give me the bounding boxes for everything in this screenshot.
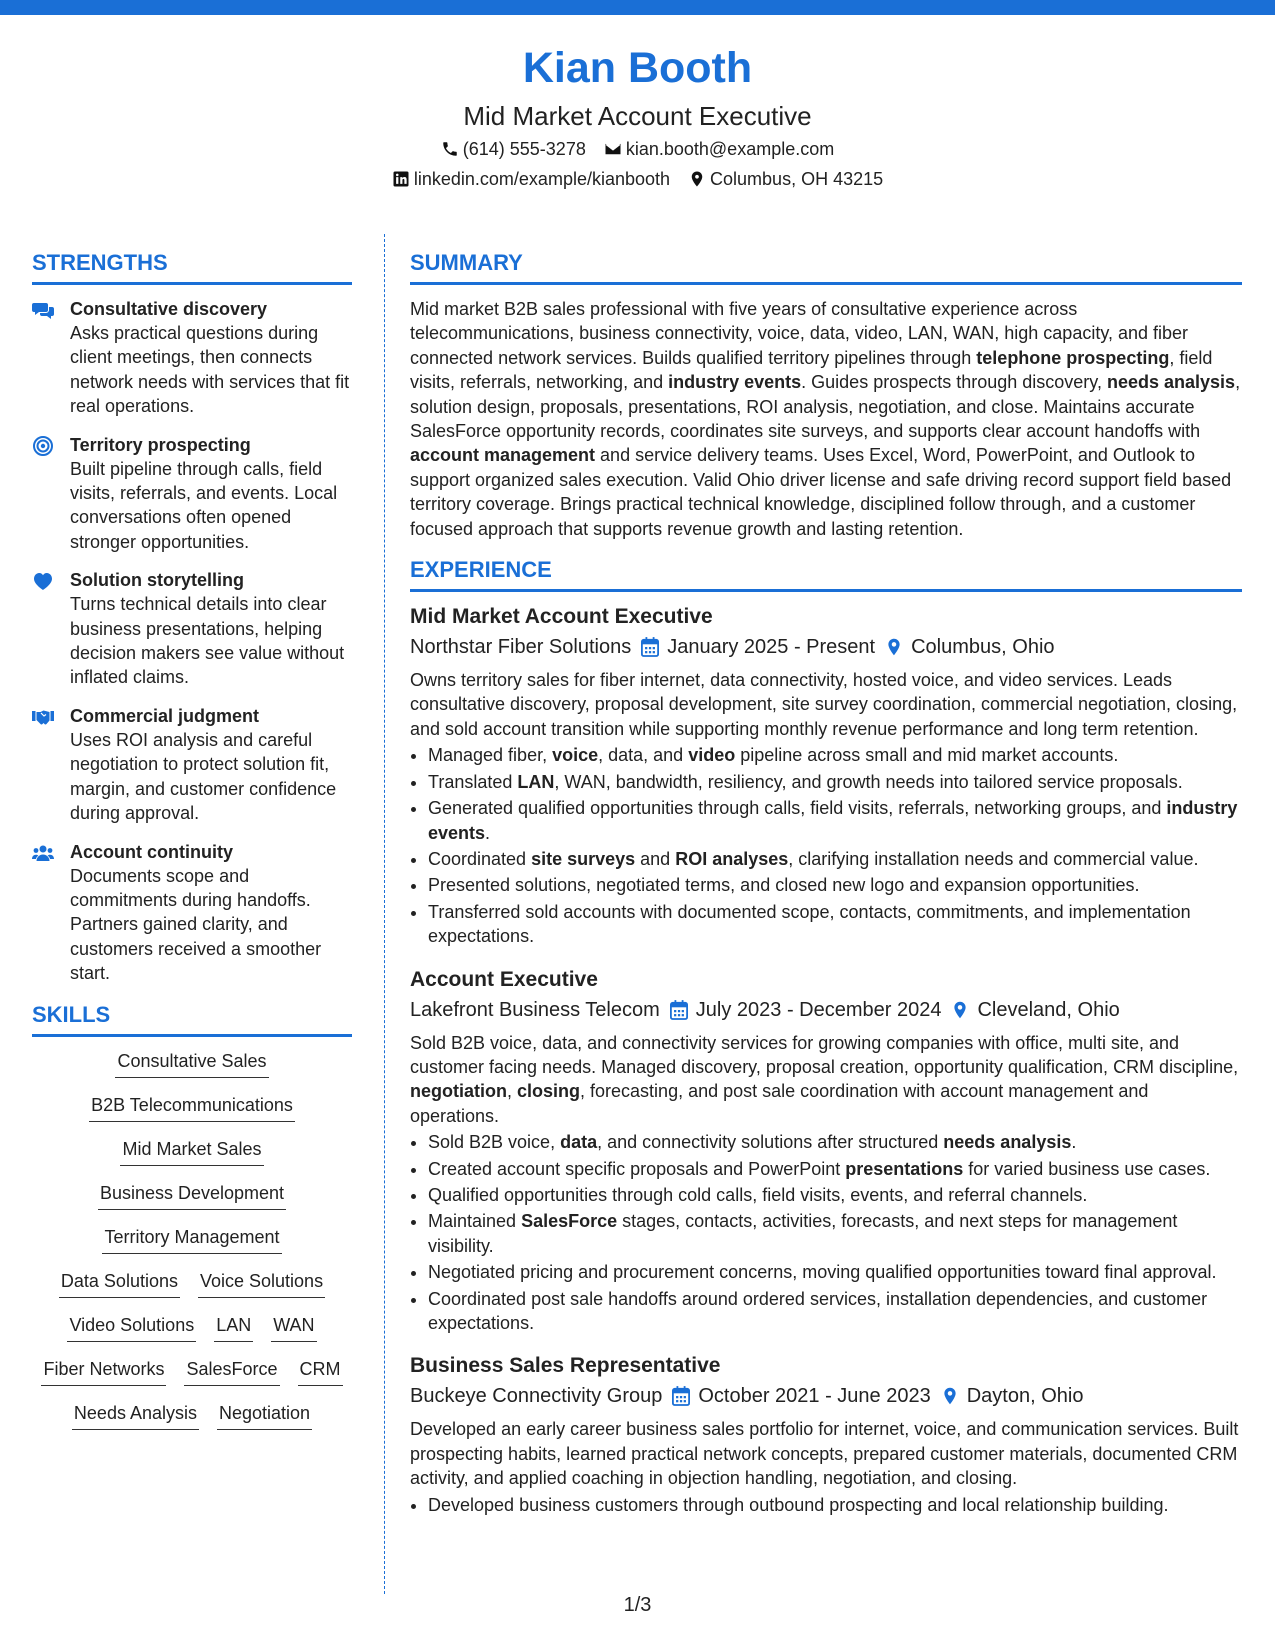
- company-name: Northstar Fiber Solutions: [410, 636, 632, 659]
- strength-body: [70, 568, 352, 690]
- job-meta: [410, 995, 1242, 1025]
- job-meta: [410, 632, 1242, 662]
- experience-heading: EXPERIENCE: [410, 555, 1242, 592]
- bold-keyword: site surveys: [531, 848, 636, 869]
- job-dates-text: July 2023 - December 2024: [695, 998, 942, 1021]
- strength-description: Asks practical questions during client meetings, then connects network needs with services that fit real operations.: [70, 323, 350, 417]
- handshake-icon: [32, 707, 54, 727]
- strength-title: Solution storytelling: [70, 570, 244, 591]
- strength-description: Built pipeline through calls, field visits, referrals, and events. Local conversations often opened stronger opportunities.: [70, 458, 338, 552]
- job-description: [410, 1417, 1242, 1490]
- skill-tag: Fiber Networks: [41, 1357, 166, 1386]
- skill-tag: Video Solutions: [67, 1313, 196, 1342]
- text-run: . Guides prospects through discovery,: [801, 372, 1107, 393]
- linkedin-text[interactable]: linkedin.com/example/kianbooth: [413, 169, 671, 189]
- skill-tag: CRM: [298, 1357, 343, 1386]
- skill-tag: B2B Telecommunications: [89, 1093, 295, 1122]
- map-pin-icon: [951, 1000, 969, 1020]
- contact-row-2: [0, 164, 1275, 194]
- text-run: Sold B2B voice, data, and connectivity services for growing companies with office, multi site, and customer facing needs. Managed discovery, proposal creation, opportunity qualification, CRM discipline,: [410, 1032, 1239, 1077]
- job-location: [885, 632, 1054, 662]
- job-entry: [410, 602, 1242, 948]
- text-run: Sold B2B voice,: [428, 1132, 561, 1153]
- skill-row: [32, 1181, 352, 1210]
- text-run: Owns territory sales for fiber internet, data connectivity, hosted voice, and video services. Leads consultative discovery, proposal development, site survey coordination, commercial negotiation, closing, and sold account transition while supporting monthly revenue performance and long term retention.: [410, 670, 1238, 739]
- strengths-heading: STRENGTHS: [32, 248, 352, 285]
- text-run: , forecasting, and post sale coordination with account management and operations.: [410, 1081, 1149, 1126]
- strength-title: Commercial judgment: [70, 705, 260, 726]
- target-icon: [32, 436, 54, 456]
- text-run: .: [1071, 1132, 1077, 1153]
- bold-keyword: LAN: [517, 771, 555, 792]
- bold-keyword: SalesForce: [521, 1211, 618, 1232]
- job-entry: [410, 965, 1242, 1336]
- skill-row: [32, 1269, 352, 1298]
- text-run: Mid market B2B sales professional with five years of consultative experience across telecommunications, business connectivity, voice, data, video, LAN, WAN, high capacity, and fiber connected network services. Builds qualified territory pipelines through: [410, 299, 1189, 368]
- bold-keyword: needs analysis: [943, 1132, 1072, 1153]
- text-run: and: [635, 848, 676, 869]
- bold-keyword: industry events: [428, 798, 1238, 843]
- strength-item: [32, 433, 352, 555]
- candidate-name: Kian Booth: [522, 44, 753, 92]
- text-run: Managed fiber,: [428, 745, 553, 766]
- strength-title: Territory prospecting: [70, 434, 251, 455]
- skill-row: [32, 1137, 352, 1166]
- job-bullet: [428, 1183, 1242, 1207]
- job-bullet: [428, 1209, 1242, 1258]
- experience-list: [410, 602, 1242, 1517]
- strength-item: [32, 840, 352, 986]
- text-run: and service delivery teams. Uses Excel, Word, PowerPoint, and Outlook to support organized sales execution. Valid Ohio driver license and safe driving record support field based territory coverage. Brings practical technical knowledge, disciplined follow through, and a customer focused approach that supports revenue growth and lasting retention.: [410, 445, 1232, 539]
- column-divider: [384, 234, 385, 1594]
- text-run: pipeline across small and mid market accounts.: [735, 745, 1119, 766]
- job-bullets: [410, 1493, 1242, 1517]
- skill-tag: Data Solutions: [59, 1269, 180, 1298]
- email-contact[interactable]: [604, 134, 834, 164]
- bold-keyword: closing: [517, 1081, 581, 1102]
- text-run: Transferred sold accounts with documented scope, contacts, commitments, and implementation expectations.: [428, 901, 1191, 947]
- job-location-text: Dayton, Ohio: [966, 1385, 1084, 1408]
- job-location: [951, 995, 1119, 1025]
- map-pin-icon: [885, 637, 903, 657]
- skill-tag: Needs Analysis: [72, 1401, 199, 1430]
- bold-keyword: industry events: [668, 372, 802, 393]
- text-run: , clarifying installation needs and commercial value.: [788, 848, 1199, 869]
- job-bullet: [428, 1157, 1242, 1181]
- linkedin-contact[interactable]: [392, 164, 670, 194]
- skill-tag: Mid Market Sales: [120, 1137, 263, 1166]
- strength-description: Documents scope and commitments during handoffs. Partners gained clarity, and customers received a smoother start.: [70, 865, 322, 984]
- candidate-title: Mid Market Account Executive: [463, 101, 812, 131]
- right-column: [410, 248, 1242, 1519]
- calendar-icon: [641, 637, 659, 657]
- job-bullet: [428, 1130, 1242, 1154]
- strength-body: [70, 297, 352, 419]
- strength-icon-wrap: [32, 568, 58, 690]
- job-bullet: [428, 796, 1242, 845]
- strength-icon-wrap: [32, 840, 58, 986]
- top-accent-bar: [0, 0, 1275, 15]
- strength-item: [32, 704, 352, 826]
- phone-text: (614) 555-3278: [462, 139, 586, 159]
- page-number: 1/3: [623, 1594, 652, 1616]
- bold-keyword: data: [560, 1132, 598, 1153]
- summary-heading: SUMMARY: [410, 248, 1242, 285]
- job-entry: [410, 1351, 1242, 1517]
- skill-row: [32, 1049, 352, 1078]
- text-run: , and connectivity solutions after structured: [597, 1132, 944, 1153]
- company-name: Lakefront Business Telecom: [410, 998, 660, 1021]
- summary-paragraph: [410, 297, 1242, 541]
- job-bullet: [428, 1493, 1242, 1517]
- job-bullet: [428, 873, 1242, 897]
- bold-keyword: video: [688, 745, 736, 766]
- text-run: .: [485, 822, 491, 843]
- job-title: Business Sales Representative: [410, 1354, 721, 1378]
- skill-row: [32, 1401, 352, 1430]
- text-run: for varied business use cases.: [963, 1158, 1211, 1179]
- skill-tag: Territory Management: [102, 1225, 281, 1254]
- skill-row: [32, 1357, 352, 1386]
- job-title: Mid Market Account Executive: [410, 605, 713, 629]
- company-name: Buckeye Connectivity Group: [410, 1385, 663, 1408]
- text-run: Translated: [428, 771, 518, 792]
- text-run: Maintained: [428, 1211, 522, 1232]
- skill-tag: Consultative Sales: [115, 1049, 268, 1078]
- bold-keyword: needs analysis: [1106, 372, 1236, 393]
- text-run: Qualified opportunities through cold calls, field visits, events, and referral channels.: [428, 1184, 1088, 1205]
- job-location-text: Cleveland, Ohio: [977, 998, 1120, 1021]
- bold-keyword: presentations: [845, 1158, 964, 1179]
- job-bullet: [428, 847, 1242, 871]
- chat-bubbles-icon: [32, 300, 54, 320]
- location-contact: [688, 164, 883, 194]
- text-run: , data, and: [598, 745, 689, 766]
- job-dates-text: October 2021 - June 2023: [698, 1385, 931, 1408]
- users-icon: [32, 843, 54, 863]
- strength-item: [32, 568, 352, 690]
- strength-body: [70, 433, 352, 555]
- job-bullet: [428, 770, 1242, 794]
- strengths-list: [32, 297, 352, 986]
- strength-title: Consultative discovery: [70, 299, 268, 319]
- text-run: , field visits, referrals, networking, and: [410, 347, 1213, 393]
- job-bullets: [410, 1130, 1242, 1335]
- job-bullets: [410, 743, 1242, 948]
- skill-row: [32, 1313, 352, 1342]
- skill-tag: WAN: [271, 1313, 316, 1342]
- job-bullet: [428, 743, 1242, 767]
- bold-keyword: ROI analyses: [675, 848, 789, 869]
- bold-keyword: voice: [552, 745, 599, 766]
- strength-description: Uses ROI analysis and careful negotiation to protect solution fit, margin, and customer confidence during approval.: [70, 729, 337, 824]
- phone-contact: [441, 134, 586, 164]
- strength-body: [70, 840, 352, 986]
- calendar-icon: [670, 1000, 688, 1020]
- map-pin-icon: [688, 170, 706, 188]
- job-location: [941, 1381, 1084, 1411]
- strength-description: Turns technical details into clear business presentations, helping decision makers see value without inflated claims.: [70, 594, 345, 688]
- text-run: , WAN, bandwidth, resiliency, and growth needs into tailored service proposals.: [554, 771, 1183, 792]
- email-text[interactable]: kian.booth@example.com: [625, 139, 835, 159]
- location-text: Columbus, OH 43215: [710, 169, 884, 189]
- skill-tag: Negotiation: [217, 1401, 312, 1430]
- bold-keyword: account management: [410, 445, 596, 466]
- skill-tag: Business Development: [98, 1181, 286, 1210]
- strength-icon-wrap: [32, 433, 58, 555]
- envelope-icon: [604, 140, 622, 158]
- text-run: Coordinated: [428, 848, 532, 869]
- job-bullet: [428, 1260, 1242, 1284]
- text-run: Coordinated post sale handoffs around ordered services, installation dependencies, and customer expectations.: [428, 1288, 1208, 1333]
- job-dates-text: January 2025 - Present: [667, 636, 876, 659]
- strength-icon-wrap: [32, 297, 58, 419]
- text-run: Negotiated pricing and procurement concerns, moving qualified opportunities toward final approval.: [428, 1262, 1217, 1283]
- calendar-icon: [672, 1386, 690, 1406]
- job-location-text: Columbus, Ohio: [911, 636, 1055, 659]
- job-dates: [641, 632, 875, 662]
- resume-header: [0, 40, 1275, 194]
- bold-keyword: telephone prospecting: [976, 347, 1170, 368]
- map-pin-icon: [941, 1386, 959, 1406]
- job-dates: [670, 995, 942, 1025]
- job-bullet: [428, 900, 1242, 949]
- text-run: Generated qualified opportunities through calls, field visits, referrals, networking groups, and: [428, 798, 1167, 819]
- skill-tag: LAN: [214, 1313, 253, 1342]
- skills-list: [32, 1049, 352, 1430]
- skill-row: [32, 1225, 352, 1254]
- phone-icon: [441, 140, 459, 158]
- skill-tag: SalesForce: [184, 1357, 279, 1386]
- strength-icon-wrap: [32, 704, 58, 826]
- text-run: ,: [507, 1081, 518, 1102]
- contact-row-1: [0, 134, 1275, 164]
- heart-icon: [32, 571, 54, 591]
- text-run: , solution design, proposals, presentations, ROI analysis, negotiation, and close. Maintains accurate SalesForce opportunity records, coordinates site surveys, and supports clear account handoffs with: [410, 372, 1241, 442]
- text-run: Developed business customers through outbound prospecting and local relationship building.: [428, 1494, 1169, 1515]
- job-description: [410, 1031, 1242, 1129]
- strength-title: Account continuity: [70, 841, 233, 862]
- strength-body: [70, 704, 352, 826]
- text-run: Developed an early career business sales portfolio for internet, voice, and communication services. Built prospecting habits, learned practical network concepts, prepared customer materials, documented CRM activity, and applied coaching in objection handling, negotiation, and closing.: [410, 1419, 1239, 1489]
- skill-tag: Voice Solutions: [198, 1269, 325, 1298]
- job-bullet: [428, 1287, 1242, 1336]
- job-description: [410, 668, 1242, 741]
- bold-keyword: negotiation: [410, 1081, 507, 1102]
- job-title: Account Executive: [410, 967, 598, 991]
- skills-heading: SKILLS: [32, 1000, 352, 1037]
- skill-row: [32, 1093, 352, 1122]
- text-run: Created account specific proposals and PowerPoint: [428, 1158, 846, 1179]
- job-meta: [410, 1381, 1242, 1411]
- strength-item: [32, 297, 352, 419]
- job-dates: [672, 1381, 930, 1411]
- linkedin-icon: [392, 170, 410, 188]
- text-run: Presented solutions, negotiated terms, and closed new logo and expansion opportunities.: [428, 875, 1140, 896]
- left-column: [32, 248, 352, 1445]
- text-run: stages, contacts, activities, forecasts, and next steps for management visibility.: [428, 1211, 1178, 1256]
